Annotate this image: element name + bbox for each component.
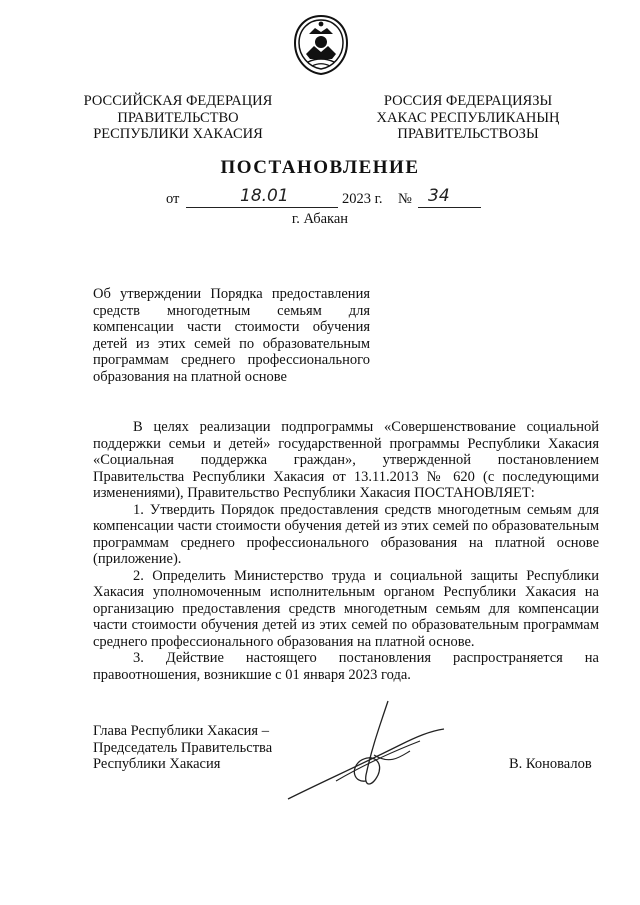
header-left-line: РОССИЙСКАЯ ФЕДЕРАЦИЯ [83, 93, 273, 109]
document-body [93, 419, 599, 683]
signer-name: В. Коновалов [509, 756, 592, 772]
year-label: 2023 г. [342, 191, 383, 207]
date-handwritten: 18.01 [240, 186, 289, 206]
header-left [78, 93, 278, 143]
body-paragraph: 1. Утвердить Порядок предоставления средств многодетным семьям для компенсации части стоимости обучения детей из этих семей по образовательным программам среднего профессионального образования на платной основе (приложение). [93, 501, 599, 567]
date-prefix: от [166, 191, 180, 207]
header-left-line: РЕСПУБЛИКИ ХАКАСИЯ [93, 126, 263, 142]
date-number-row [0, 186, 640, 211]
document-subject: Об утверждении Порядка предоставления средств многодетным семьям для компенсации части стоимости обучения детей из этих семей по образовательным программам среднего профессионального образования на платной основе [93, 286, 370, 385]
city-label: г. Абакан [291, 211, 349, 227]
body-paragraph: 2. Определить Министерство труда и социальной защиты Республики Хакасия уполномоченным исполнительным органом Республики Хакасия на организацию предоставления средств многодетным семьям для компенсации части стоимости обучения детей из этих семей по образовательным программам среднего профессионального образования на платной основе. [93, 567, 599, 650]
header-left-line: ПРАВИТЕЛЬСТВО [117, 109, 239, 126]
number-handwritten: 34 [428, 186, 450, 206]
header-right [366, 93, 570, 143]
number-sign: № [398, 191, 412, 207]
signatory-position-line: Глава Республики Хакасия – [93, 723, 269, 739]
document-type-title: ПОСТАНОВЛЕНИЕ [220, 157, 420, 178]
body-paragraph: В целях реализации подпрограммы «Совершенствование социальной поддержки семьи и детей» государственной программы Республики Хакасия «Социальная поддержка граждан», утвержденной постановлением Правительства Республики Хакасия от 13.11.2013 № 620 (с последующими изменениями), Правительство Республики Хакасия ПОСТАНОВЛЯЕТ: [93, 419, 599, 501]
handwritten-signature-icon [280, 695, 450, 805]
header-right-line: РОССИЯ ФЕДЕРАЦИЯЗЫ [383, 93, 553, 109]
header-right-line: ПРАВИТЕЛЬСТВОЗЫ [397, 126, 539, 142]
body-paragraph: 3. Действие настоящего постановления распространяется на правоотношения, возникшие с 01 января 2023 года. [93, 650, 599, 683]
header-right-line: ХАКАС РЕСПУБЛИКАНЫҢ [376, 109, 560, 126]
signatory-position-line: Республики Хакасия [93, 756, 221, 773]
signatory-position-line: Председатель Правительства [93, 739, 273, 756]
coat-of-arms-icon [292, 14, 350, 76]
